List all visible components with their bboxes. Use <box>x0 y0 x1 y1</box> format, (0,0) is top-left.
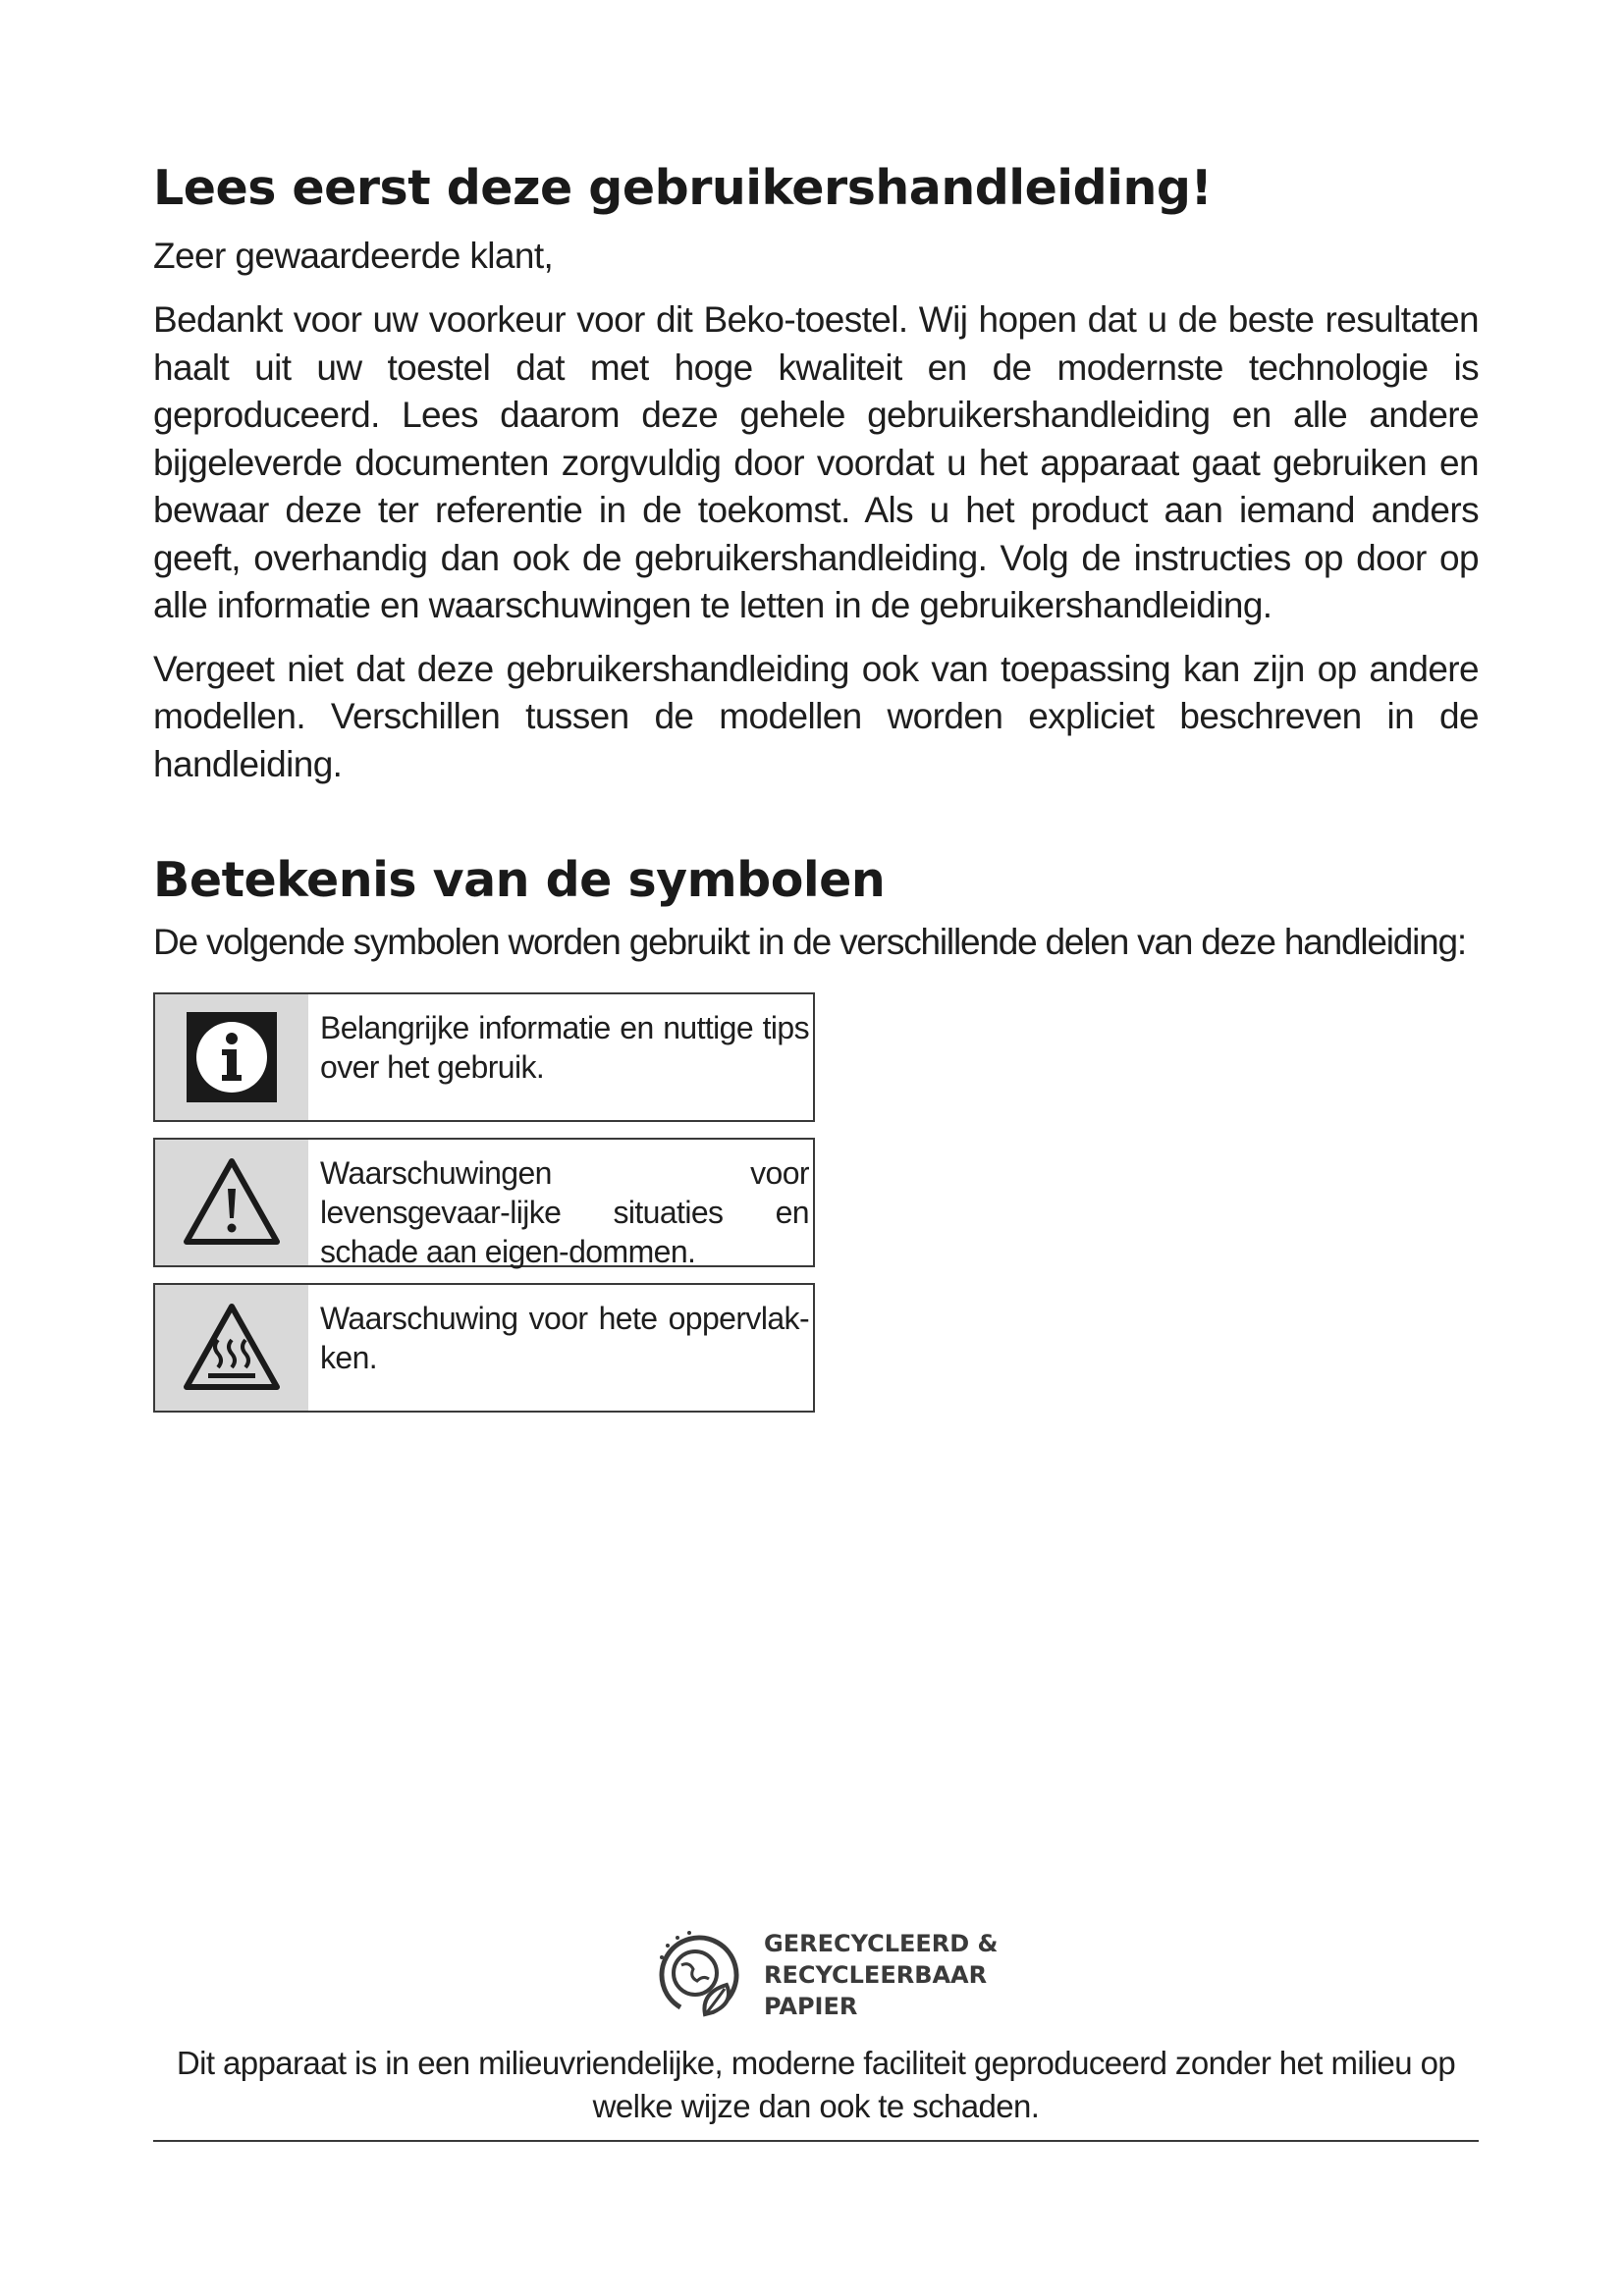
symbol-row-info <box>153 992 815 1122</box>
recycle-badge <box>648 1924 999 2026</box>
symbol-row-hot-surface <box>153 1283 815 1413</box>
intro-paragraph: Bedankt voor uw voorkeur voor dit Beko-toestel. Wij hopen dat u de beste resultaten haalt uit uw toestel dat met hoge kwaliteit en de modernste technologie is geproduceerd. Lees daarom deze gehele gebruikershandleiding en alle andere bijgeleverde documenten zorgvuldig door voordat u het apparaat gaat gebruiken en bewaar deze ter referentie in de toekomst. Als u het product aan iemand anders geeft, overhandig dan ook de gebruikershandleiding. Volg de instructies op door op alle informatie en waarschuwingen te letten in de gebruikershandleiding. <box>153 299 1479 625</box>
recycle-line-2: RECYCLEERBAAR <box>764 1961 988 1989</box>
symbols-heading: Betekenis van de symbolen <box>153 852 886 908</box>
recycled-globe-leaf-icon <box>648 1924 750 2026</box>
symbol-text-info: Belangrijke informatie en nuttige tips over het gebruik. <box>320 1010 809 1085</box>
symbol-row-warning <box>153 1138 815 1267</box>
page-title: Lees eerst deze gebruikershandleiding! <box>153 160 1213 216</box>
salutation: Zeer gewaardeerde klant, <box>153 236 554 276</box>
warning-icon <box>155 1140 308 1265</box>
recycle-line-1: GERECYCLEERD & <box>764 1930 999 1957</box>
recycle-label <box>764 1928 999 2022</box>
footer-statement: Dit apparaat is in een milieuvriendelijke, moderne faciliteit geproduceerd zonder het milieu op welke wijze dan ook te schaden. <box>176 2045 1456 2124</box>
models-paragraph: Vergeet niet dat deze gebruikershandleiding ook van toepassing kan zijn op andere modellen. Verschillen tussen de modellen worden expliciet beschreven in de handleiding. <box>153 648 1479 784</box>
recycle-line-3: PAPIER <box>764 1993 858 2020</box>
info-icon <box>155 994 308 1120</box>
symbols-intro: De volgende symbolen worden gebruikt in de verschillende delen van deze handleiding: <box>153 922 1466 962</box>
symbol-text-hot-surface: Waarschuwing voor hete oppervlak-ken. <box>320 1301 809 1375</box>
hot-surface-icon <box>155 1285 308 1411</box>
page-content <box>153 157 1479 1428</box>
symbol-text-warning: Waarschuwingen voor levensgevaar-lijke situaties en schade aan eigen-dommen. <box>320 1155 809 1269</box>
footer-divider <box>153 2140 1479 2142</box>
symbols-legend <box>153 992 815 1413</box>
